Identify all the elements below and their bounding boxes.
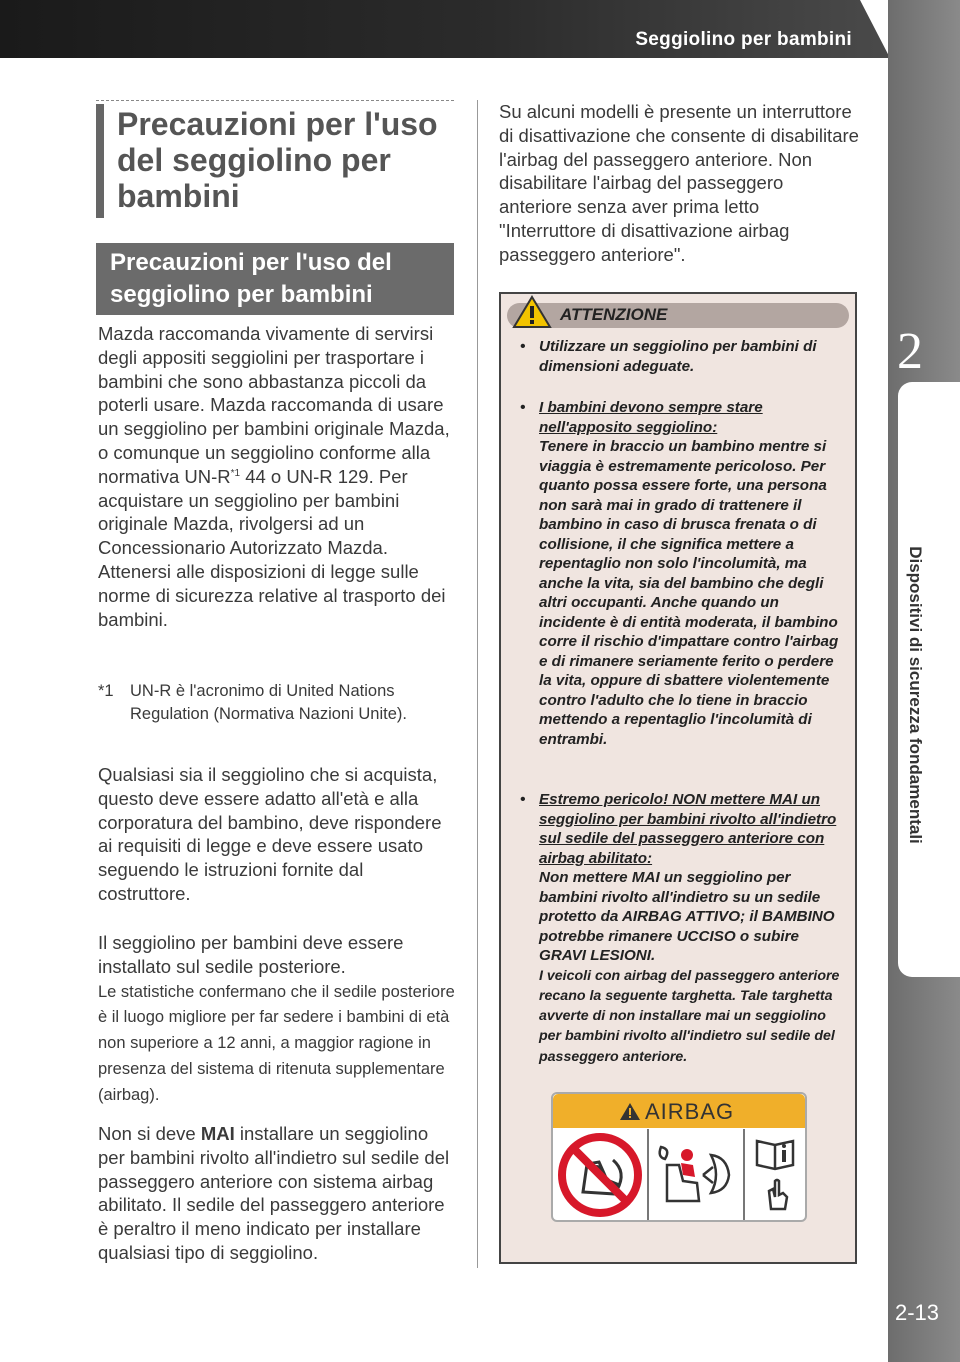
header-bar <box>0 0 890 58</box>
page-heading: Precauzioni per l'uso del seggiolino per bambini <box>117 106 438 214</box>
warning-bullet-3 <box>520 790 840 1067</box>
header-slant <box>860 0 890 58</box>
paragraph-intro <box>98 322 458 631</box>
warning-bullet-2-title: I bambini devono sempre stare nell'apposito seggiolino: <box>539 399 763 436</box>
paragraph-intro-text-a: Mazda raccomanda vivamente di servirsi degli appositi seggiolini per trasportare i bambini che sono abbastanza piccoli da poterli usare. Mazda raccomanda di usare un seggiolino per bambini originale Mazda, o comunque un seggiolino conforme alla normativa UN-R <box>98 323 450 487</box>
section-title: Seggiolino per bambini <box>635 29 852 50</box>
watermark: carmanualsonline.info <box>700 1336 866 1355</box>
bullet-dot: • <box>520 791 526 808</box>
warning-bullet-3-content <box>539 790 840 1067</box>
bullet-dot: • <box>520 338 526 355</box>
no-rear-facing-seat-icon <box>557 1132 643 1218</box>
warning-bullet-1 <box>520 337 840 376</box>
airbag-warning-triangle-icon <box>619 1102 641 1121</box>
footnote-text: UN-R è l'acronimo di United Nations Regulation (Normativa Nazioni Unite). <box>130 682 407 723</box>
airbag-deploy-icon <box>653 1135 739 1215</box>
paragraph-deactivation-switch: Su alcuni modelli è presente un interruttore di disattivazione che consente di disabilitare l'airbag del passeggero anteriore. Non disabilitare l'airbag del passeggero anteriore senza aver prima letto "Interruttore di disattivazione airbag passeggero anteriore". <box>499 101 859 265</box>
warning-bullet-3-body: Non mettere MAI un seggiolino per bambini rivolto all'indietro su un sedile protetto da AIRBAG ATTIVO; il BAMBINO potrebbe rimanere UCCISO o subire GRAVI LESIONI. <box>539 869 835 964</box>
chapter-title <box>905 520 925 870</box>
paragraph-rear-seat-text: Il seggiolino per bambini deve essere installato sul sedile posteriore. <box>98 932 404 977</box>
paragraph-never-text-b: installare un seggiolino per bambini rivolto all'indietro sul sedile del passeggero anteriore con sistema airbag abilitato. Il sedile del passeggero anteriore è peraltro il meno indicato per installare qualsiasi tipo di seggiolino. <box>98 1123 450 1263</box>
heading-rule <box>96 100 454 101</box>
paragraph-rear-seat <box>98 931 460 1108</box>
chapter-title-text: Dispositivi di sicurezza fondamentali <box>906 546 925 844</box>
paragraph-never-text-a: Non si deve <box>98 1123 201 1144</box>
read-manual-icon <box>753 1135 799 1215</box>
footnote-ref: *1 <box>230 467 241 479</box>
warning-bullet-2-content <box>539 398 840 749</box>
heading-accent-bar <box>96 104 104 218</box>
chapter-number: 2 <box>897 323 923 380</box>
warning-bullet-1-text: Utilizzare un seggiolino per bambini di dimensioni adeguate. <box>539 338 817 375</box>
airbag-label-band <box>553 1094 805 1128</box>
paragraph-suitability: Qualsiasi sia il seggiolino che si acquista, questo deve essere adatto all'età e alla corporatura del bambino, deve rispondere ai requisiti di legge e deve essere usato seguendo le istruzioni fornite dal costruttore. <box>98 764 442 904</box>
warning-bullet-2 <box>520 398 840 749</box>
subheading: Precauzioni per l'uso del seggiolino per bambini <box>110 249 392 308</box>
footnote-mark: *1 <box>98 682 114 700</box>
column-divider <box>477 100 478 1268</box>
paragraph-intro-text-b: 44 o UN-R 129. Per acquistare un seggiolino per bambini originale Mazda, rivolgersi ad un Concessionario Autorizzato Mazda. Attenersi alle disposizioni di legge sulle norme di sicurezza relative al trasporto dei bambini. <box>98 465 446 630</box>
airbag-label-text: AIRBAG <box>645 1099 735 1124</box>
paragraph-never-emphasis: MAI <box>200 1123 235 1144</box>
read-manual-cell <box>743 1129 807 1220</box>
warning-bullet-3-note: I veicoli con airbag del passeggero anteriore recano la seguente targhetta. Tale targhetta avverte di non installare mai un seggiolino per bambini rivolto all'indietro sul sedile del passeggero anteriore. <box>539 967 840 1065</box>
warning-header <box>507 303 849 328</box>
warning-label: ATTENZIONE <box>560 305 668 324</box>
bullet-dot: • <box>520 399 526 416</box>
page-number: 2-13 <box>895 1300 940 1325</box>
airbag-warning-label <box>551 1092 807 1222</box>
paragraph-never <box>98 1122 458 1265</box>
warning-triangle-icon <box>512 295 552 329</box>
warning-bullet-2-body: Tenere in braccio un bambino mentre si viaggia è estremamente pericoloso. Per quanto possa essere forte, una persona non sarà mai in grado di trattenere il bambino in caso di brusca frenata o di collisione, il che significa mettere a repentaglio non solo l'incolumità, ma anche la vita, sia del bambino che degli altri occupanti. Anche quando un incidente è di entità moderata, il bambino corre il rischio d'impattare contro l'airbag e di rimanere seriamente ferito o perdere la vita, oppure di sbattere violentemente contro l'adulto che lo tiene in braccio mettendo a repentaglio l'incolumità di entrambi. <box>539 438 839 748</box>
airbag-deploy-cell <box>647 1129 743 1220</box>
paragraph-statistics: Le statistiche confermano che il sedile posteriore è il luogo migliore per far sedere i bambini di età non superiore a 12 anni, a maggior ragione in presenza del sistema di ritenuta supplementare (airbag). <box>98 982 455 1104</box>
warning-bullet-3-title: Estremo pericolo! NON mettere MAI un seggiolino per bambini rivolto all'indietro sul sedile del passeggero anteriore con airbag abilitato: <box>539 791 837 867</box>
footnote <box>98 680 458 726</box>
